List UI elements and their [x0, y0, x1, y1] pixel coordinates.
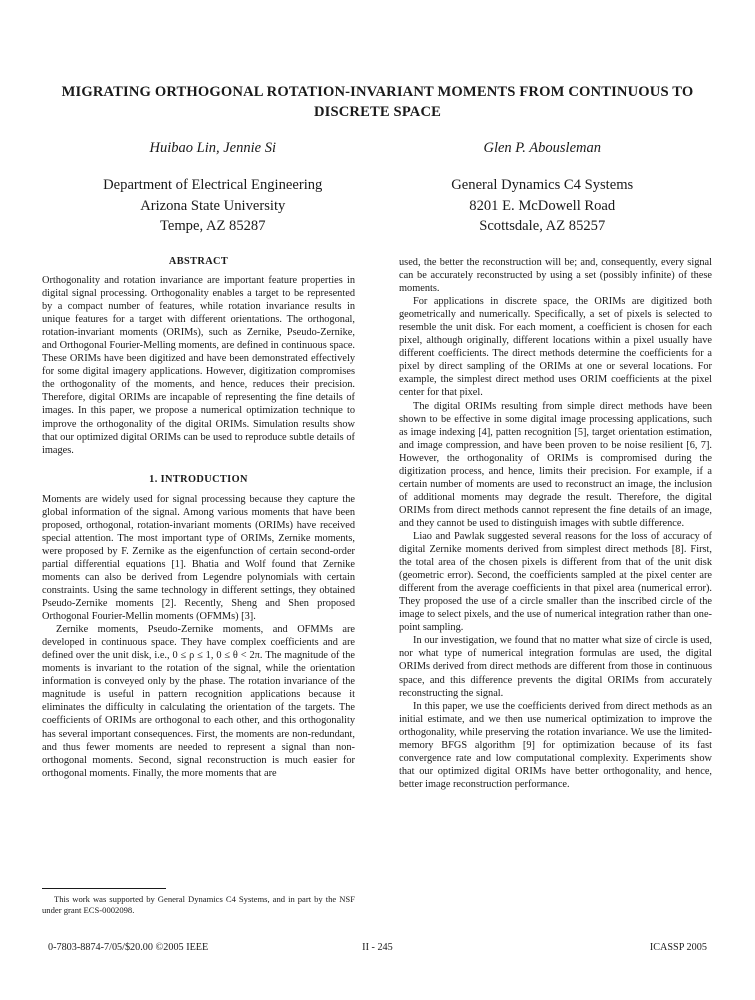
- author-names-right: Glen P. Abousleman: [483, 140, 601, 156]
- footer-conference: ICASSP 2005: [649, 942, 707, 953]
- intro-p2-part2: The magnitude of the moments is invariant to the rotation of the signal, while the orientation information is conveyed only by the phase. The rotation invariance of the magnitude is useful in pattern recognition applications because it eliminates the difficulty in calculating the orientation of the targets. The coefficients of ORIMs are orthogonal to each other, and this orthogonality has several important consequences. First, the moments are non-redundant, and thus fewer moments are needed to represent a signal than non-orthogonal moments. Second, signal reconstruction is much easier for orthogonal moments. Finally, the more moments that are: [42, 650, 355, 779]
- affiliation-right: [378, 175, 708, 237]
- affiliation-right-line2: 8201 E. McDowell Road: [469, 197, 616, 214]
- introduction-heading: 1. INTRODUCTION: [149, 473, 248, 485]
- affiliation-left-line2: Arizona State University: [140, 197, 286, 214]
- footnote-text: This work was supported by General Dynamics C4 Systems, and in part by the NSF under grant ECS-0002098.: [42, 893, 355, 915]
- column-left: [42, 256, 355, 916]
- page-title: MIGRATING ORTHOGONAL ROTATION-INVARIANT MOMENTS FROM CONTINUOUS TO DISCRETE SPACE: [61, 84, 694, 120]
- authors-row: [48, 139, 707, 157]
- inline-math-unit-disk: 0 ≤ ρ ≤ 1, 0 ≤ θ < 2π.: [172, 650, 263, 662]
- body-columns: [42, 256, 712, 916]
- abstract-text: Orthogonality and rotation invariance are important feature properties in digital signal processing. Orthogonality enables a target to be represented by a compact number of features, while rotation invariance results in unique features for a target with different orientations. The orthogonal, rotation-invariant moments (ORIMs), such as Zernike, Pseudo-Zernike, and Orthogonal Fourier-Melling moments, are defined in continuous space. These ORIMs have been digitized and have been demonstrated effectively for some digital imagery applications. However, digitization compromises the orthogonality of the moments, and hence, reduces their precision. Therefore, digital ORIMs are incapable of representing the fine details of images. In this paper, we propose a numerical optimization technique to improve the orthogonality of the digital ORIMs. Simulation results show that our optimized digital ORIMs can be used to reproduce subtle details of images.: [42, 275, 355, 456]
- footer-copyright: 0-7803-8874-7/05/$20.00 ©2005 IEEE: [48, 942, 209, 953]
- intro-paragraph-5: Liao and Pawlak suggested several reasons for the loss of accuracy of digital Zernike moments derived from simplest direct methods [8]. First, the total area of the chosen pixels is different from that of the unit disk (geometric error). Second, the coefficients sampled at the pixel center are different from the average coefficients in that pixel area (numerical error). They proposed the use of a circle smaller than the inscribed circle of the image to select pixels, and the use of numerical integration rather than one-point sampling.: [399, 530, 712, 634]
- intro-paragraph-6: In our investigation, we found that no matter what size of circle is used, nor what type of numerical integration formulas are used, the digital ORIMs derived from direct methods are different from those in continuous space, and this difference prevents the digital ORIMs from accurately reconstructing the signal.: [399, 635, 712, 699]
- footer-page-number: II - 245: [362, 942, 393, 953]
- footnote-rule: [42, 888, 166, 889]
- intro-paragraph-2: [42, 623, 355, 780]
- abstract-heading: ABSTRACT: [168, 256, 229, 267]
- intro-paragraph-7: In this paper, we use the coefficients derived from direct methods as an initial estimate, and we then use numerical optimization to improve the orthogonality, while preserving the rotation invariance. We use the limited-memory BFGS algorithm [9] for optimization because of its fast convergence rate and low computational complexity. Experiments show that our optimized digital ORIMs have better orthogonality, and hence, better image reconstruction performance.: [399, 700, 712, 790]
- intro-paragraph-2-continued: used, the better the reconstruction will be; and, consequently, every signal can be accurately reconstructed by using a set (possibly infinite) of these moments.: [399, 257, 712, 295]
- affiliation-left-line1: Department of Electrical Engineering: [103, 177, 323, 193]
- title-block: [48, 82, 707, 122]
- intro-paragraph-3: For applications in discrete space, the ORIMs are digitized both geometrically and numerically. Specifically, a set of pixels is selected to resemble the unit disk. For each moment, a coefficient is chosen for each pixel, although originally, different locations within a pixel usually have different coefficients. The direct methods determine the coefficients for a pixel by direct sampling of the ORIMs at one or several locations. For example, the simplest direct method uses ORIM coefficients at the pixel center for that pixel.: [399, 296, 712, 399]
- affiliations-row: [48, 175, 707, 237]
- intro-paragraph-1: Moments are widely used for signal processing because they capture the global information of the signal. Among various moments that have been proposed, orthogonal, rotation-invariant moments (ORIMs) have received special attention. The most important type of ORIMs, Zernike moments, were proposed by F. Zernike as the eigenfunction of certain second-order partial differential equations [1]. Bhatia and Wolf found that Zernike moments can also be derived from Legendre polynomials with certain constraints. Using the same technology in different settings, they obtained Pseudo-Zernike moments [2]. Recently, Sheng and Shen proposed Orthogonal Fourier-Mellin moments (OFMMs) [3].: [42, 493, 355, 623]
- intro-p2-part1: Zernike moments, Pseudo-Zernike moments, and OFMMs are developed in continuous space. They have complex coefficients and are defined over the unit disk, i.e.,: [42, 624, 355, 662]
- intro-paragraph-4: The digital ORIMs resulting from simple direct methods have been shown to be effective in some digital image processing applications, such as image indexing [4], patten recognition [5], target orientation estimation, and image compression, and have been proven to be noise resilient [6, 7]. However, the orthogonality of ORIMs is compromised during the digitization process, and hence, limits their precision. For example, if a certain number of moments are used to reconstruct an image, the inclusion of additional moments may degrade the result. Therefore, the digital ORIMs from direct methods cannot represent the fine details of an image, and they cannot be used to distinguish images with subtle difference.: [399, 400, 712, 529]
- affiliation-right-line3: Scottsdale, AZ 85257: [479, 218, 606, 234]
- affiliation-left: [48, 175, 378, 237]
- column-right: [399, 256, 712, 916]
- footnote-block: [42, 888, 355, 916]
- author-group-right: [378, 139, 708, 157]
- page-footer: [48, 942, 707, 953]
- affiliation-left-line3: Tempe, AZ 85287: [159, 218, 266, 234]
- author-group-left: [48, 139, 378, 157]
- author-names-left: Huibao Lin, Jennie Si: [149, 140, 276, 156]
- affiliation-right-line1: General Dynamics C4 Systems: [451, 177, 634, 193]
